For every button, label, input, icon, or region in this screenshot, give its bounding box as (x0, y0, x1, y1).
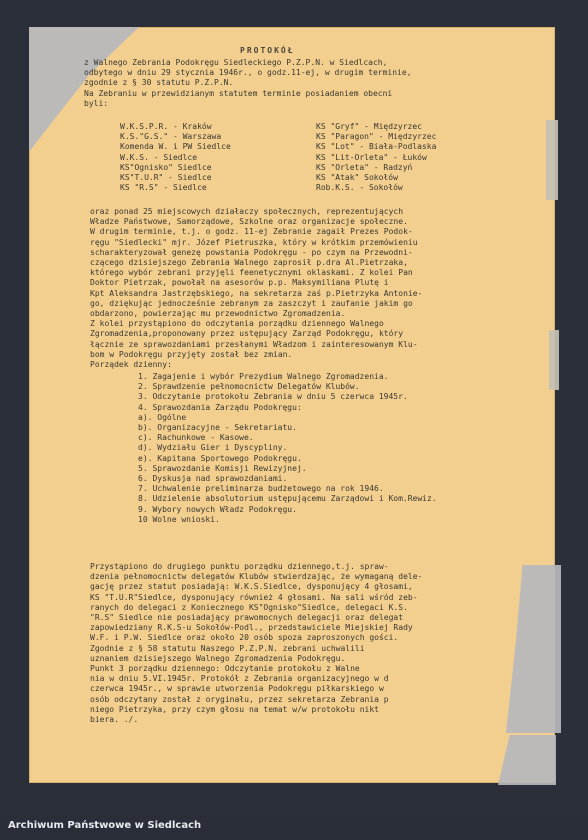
closing-line: dzenia pełnomocnictw delegatów Klubów stwierdzając, że wymaganą dele- (90, 572, 423, 582)
closing-line: Przystąpiono do drugiego punktu porządku dziennego,t.j. spraw- (90, 562, 389, 571)
intro-block (84, 58, 534, 109)
closing-line: uznaniem dzisiejszego Walnego Zgromadzenia Podokręgu. (90, 653, 346, 663)
attendee-item: K.S."G.S." - Warszawa (120, 132, 222, 142)
attendee-item: KS"T.U.R" - Siedlce (120, 173, 212, 183)
agenda-item: 7. Uchwalenie preliminarza budżetowego na rok 1946. (138, 484, 384, 494)
closing-block (90, 562, 540, 725)
attendee-item: KS "R.S" - Siedlce (120, 183, 207, 193)
body-line: ręgu "Siedlecki" mjr. Józef Pietruszka, który w krótkim przemówieniu (90, 237, 418, 247)
body-line: Doktor Pietrzak, powołał na asesorów p.p. Maksymiliana Plutę i (90, 278, 389, 288)
body-line: czącego dzisiejszego Zebrania Walnego zaprosił p.dra Al.Pietrzaka, (90, 258, 408, 268)
archive-label: Archiwum Państwowe w Siedlcach (8, 820, 202, 831)
agenda-item: 9. Wybory nowych Władz Podokręgu. (138, 504, 297, 514)
agenda-item: 1. Zagajenie i wybór Prezydium Walnego Zgromadzenia. (138, 372, 389, 381)
attendee-item: KS "Orleta" - Radzyń (316, 162, 413, 172)
closing-line: osób odczytany został z oryginału, przez sekretarza Zebrania p (90, 694, 389, 704)
attendee-item: KS "Lit-Orleta" - Łuków (316, 152, 427, 162)
attendees-right-list (316, 122, 536, 193)
agenda-item: a). Ogólne (138, 412, 187, 422)
agenda-item: 10 Wolne wnioski. (138, 514, 220, 524)
agenda-list (138, 372, 518, 525)
agenda-item: 3. Odczytanie protokołu Zebrania w dniu 5 czerwca 1945r. (138, 392, 408, 402)
attendee-item: W.K.S. - Siedlce (120, 152, 198, 162)
closing-line: Punkt 3 porządku dziennego: Odczytanie protokołu z Walne (90, 664, 360, 674)
closing-line: "R.S" Siedlce nie posiadający prawomocnych delegacji oraz delegat (90, 613, 404, 623)
body-line: obdarzono, powierzając mu przewodnictwo Zgromadzenia. (90, 309, 346, 319)
closing-line: ranych do delegaci z Koniecznego KS"Ognisko"Siedlce, delegaci K.S. (90, 602, 408, 612)
attendees-left-list (120, 122, 310, 193)
body-line: Zgromadzenia,proponowany przez ustępujący Zarząd Podokręgu, który (90, 329, 404, 339)
body-line: scharakteryzował genezę powstania Podokręgu - po czym na Przewodni- (90, 247, 413, 257)
closing-line: nia w dniu 5.VI.1945r. Protokół z Zebrania organizacyjnego w d (90, 674, 389, 684)
attendee-item: KS "Lot" - Biała-Podlaska (316, 142, 437, 152)
attendee-item: KS "Atak" Sokołów (316, 173, 398, 183)
agenda-heading: Porządek dzienny: (90, 360, 172, 370)
attendee-item: W.K.S.P.R. - Kraków (120, 122, 212, 131)
closing-line: zapowiedziany R.K.S-u Sokołów-Podl., przedstawiciele Miejskiej Rady (90, 623, 413, 633)
intro-line: byli: (84, 98, 109, 108)
intro-line: zgodnie z § 30 statutu P.Z.P.N. (84, 78, 234, 88)
agenda-item: c). Rachunkowe - Kasowe. (138, 433, 254, 443)
attendee-item: KS"Ognisko" Siedlce (120, 162, 212, 172)
agenda-item: e). Kapitana Sportowego Podokręgu. (138, 453, 302, 463)
attendee-item: Komenda W. i PW Siedlce (120, 142, 231, 152)
closing-line: gację przez statut posiadają: W.K.S.Siedlce, dysponujący 4 głosami, (90, 582, 413, 592)
body-line: W drugim terminie, t.j. o godz. 11-ej Zebranie zagaił Prezes Podok- (90, 227, 413, 237)
body-line: Z kolei przystąpiono do odczytania porządku dziennego Walnego (90, 319, 384, 329)
closing-line: biera. ./. (90, 715, 139, 725)
intro-line: z Walnego Zebrania Podokręgu Siedleckiego P.Z.P.N. w Siedlcach, (84, 58, 388, 67)
closing-line: Zgodnie z § 58 statutu Naszego P.Z.P.N. zebrani uchwalili (90, 643, 365, 653)
body-line: którego wybór zebrani przyjęli feenetycznymi oklaskami. Z kolei Pan (90, 268, 413, 278)
tape-right-edge-lower (549, 330, 559, 390)
agenda-item: b). Organizacyjne - Sekretariatu. (138, 423, 297, 433)
attendee-item: Rob.K.S. - Sokołów (316, 183, 403, 193)
body-line: go, dziękując jednocześnie zebranym za zaszczyt i zaufanie jakim go (90, 298, 413, 308)
intro-line: odbytego w dniu 29 stycznia 1946r., o godz.11-ej, w drugim terminie, (84, 68, 412, 78)
agenda-item: 4. Sprawozdania Zarządu Podokręgu: (138, 402, 302, 412)
closing-line: KS "T.U.R"Siedlce, dysponujący również 4 głosami. Na sali wśród zeb- (90, 592, 418, 602)
document-title: PROTOKÓŁ (240, 46, 295, 55)
tape-right-edge (546, 120, 558, 200)
agenda-item: d). Wydziału Gier i Dyscypliny. (138, 443, 288, 453)
body-line: bom w Podokręgu przyjęty został bez zmian. (90, 349, 293, 359)
agenda-item: 2. Sprawdzenie pełnomocnictw Delegatów Klubów. (138, 382, 360, 392)
closing-line: czerwca 1945r., w sprawie utworzenia Podokręgu piłkarskiego w (90, 684, 384, 694)
attendee-item: KS "Paragon" - Międzyrzec (316, 132, 437, 142)
intro-line: Na Zebraniu w przewidzianym statutem terminie posiadaniem obecni (84, 88, 393, 98)
body-line: łącznie ze sprawozdaniami przesłanymi Władzom i zainteresowanym Klu- (90, 339, 418, 349)
agenda-item: 6. Dyskusja nad sprawozdaniami. (138, 474, 288, 484)
body-line: Władze Państwowe, Samorządowe, Szkolne oraz organizacje społeczne. (90, 217, 408, 227)
body-block (90, 207, 540, 370)
attendee-item: KS "Gryf" - Międzyrzec (316, 122, 422, 131)
agenda-item: 5. Sprawozdanie Komisji Rewizyjnej. (138, 463, 307, 473)
agenda-item: 8. Udzielenie absolutorium ustępującemu Zarządowi i Kom.Rewiz. (138, 494, 437, 504)
closing-line: W.F. i P.W. Siedlce oraz około 20 osób spoza zaproszonych gości. (90, 633, 399, 643)
body-line: oraz ponad 25 miejscowych działaczy społecznych, reprezentujących (90, 207, 404, 216)
closing-line: niego Pietrzyka, przy czym głosu na temat w/w protokołu nikt (90, 704, 379, 714)
body-line: Kpt Aleksandra Jastrzębskiego, na sekretarza zaś p.Pietrzyka Antonie- (90, 288, 423, 298)
